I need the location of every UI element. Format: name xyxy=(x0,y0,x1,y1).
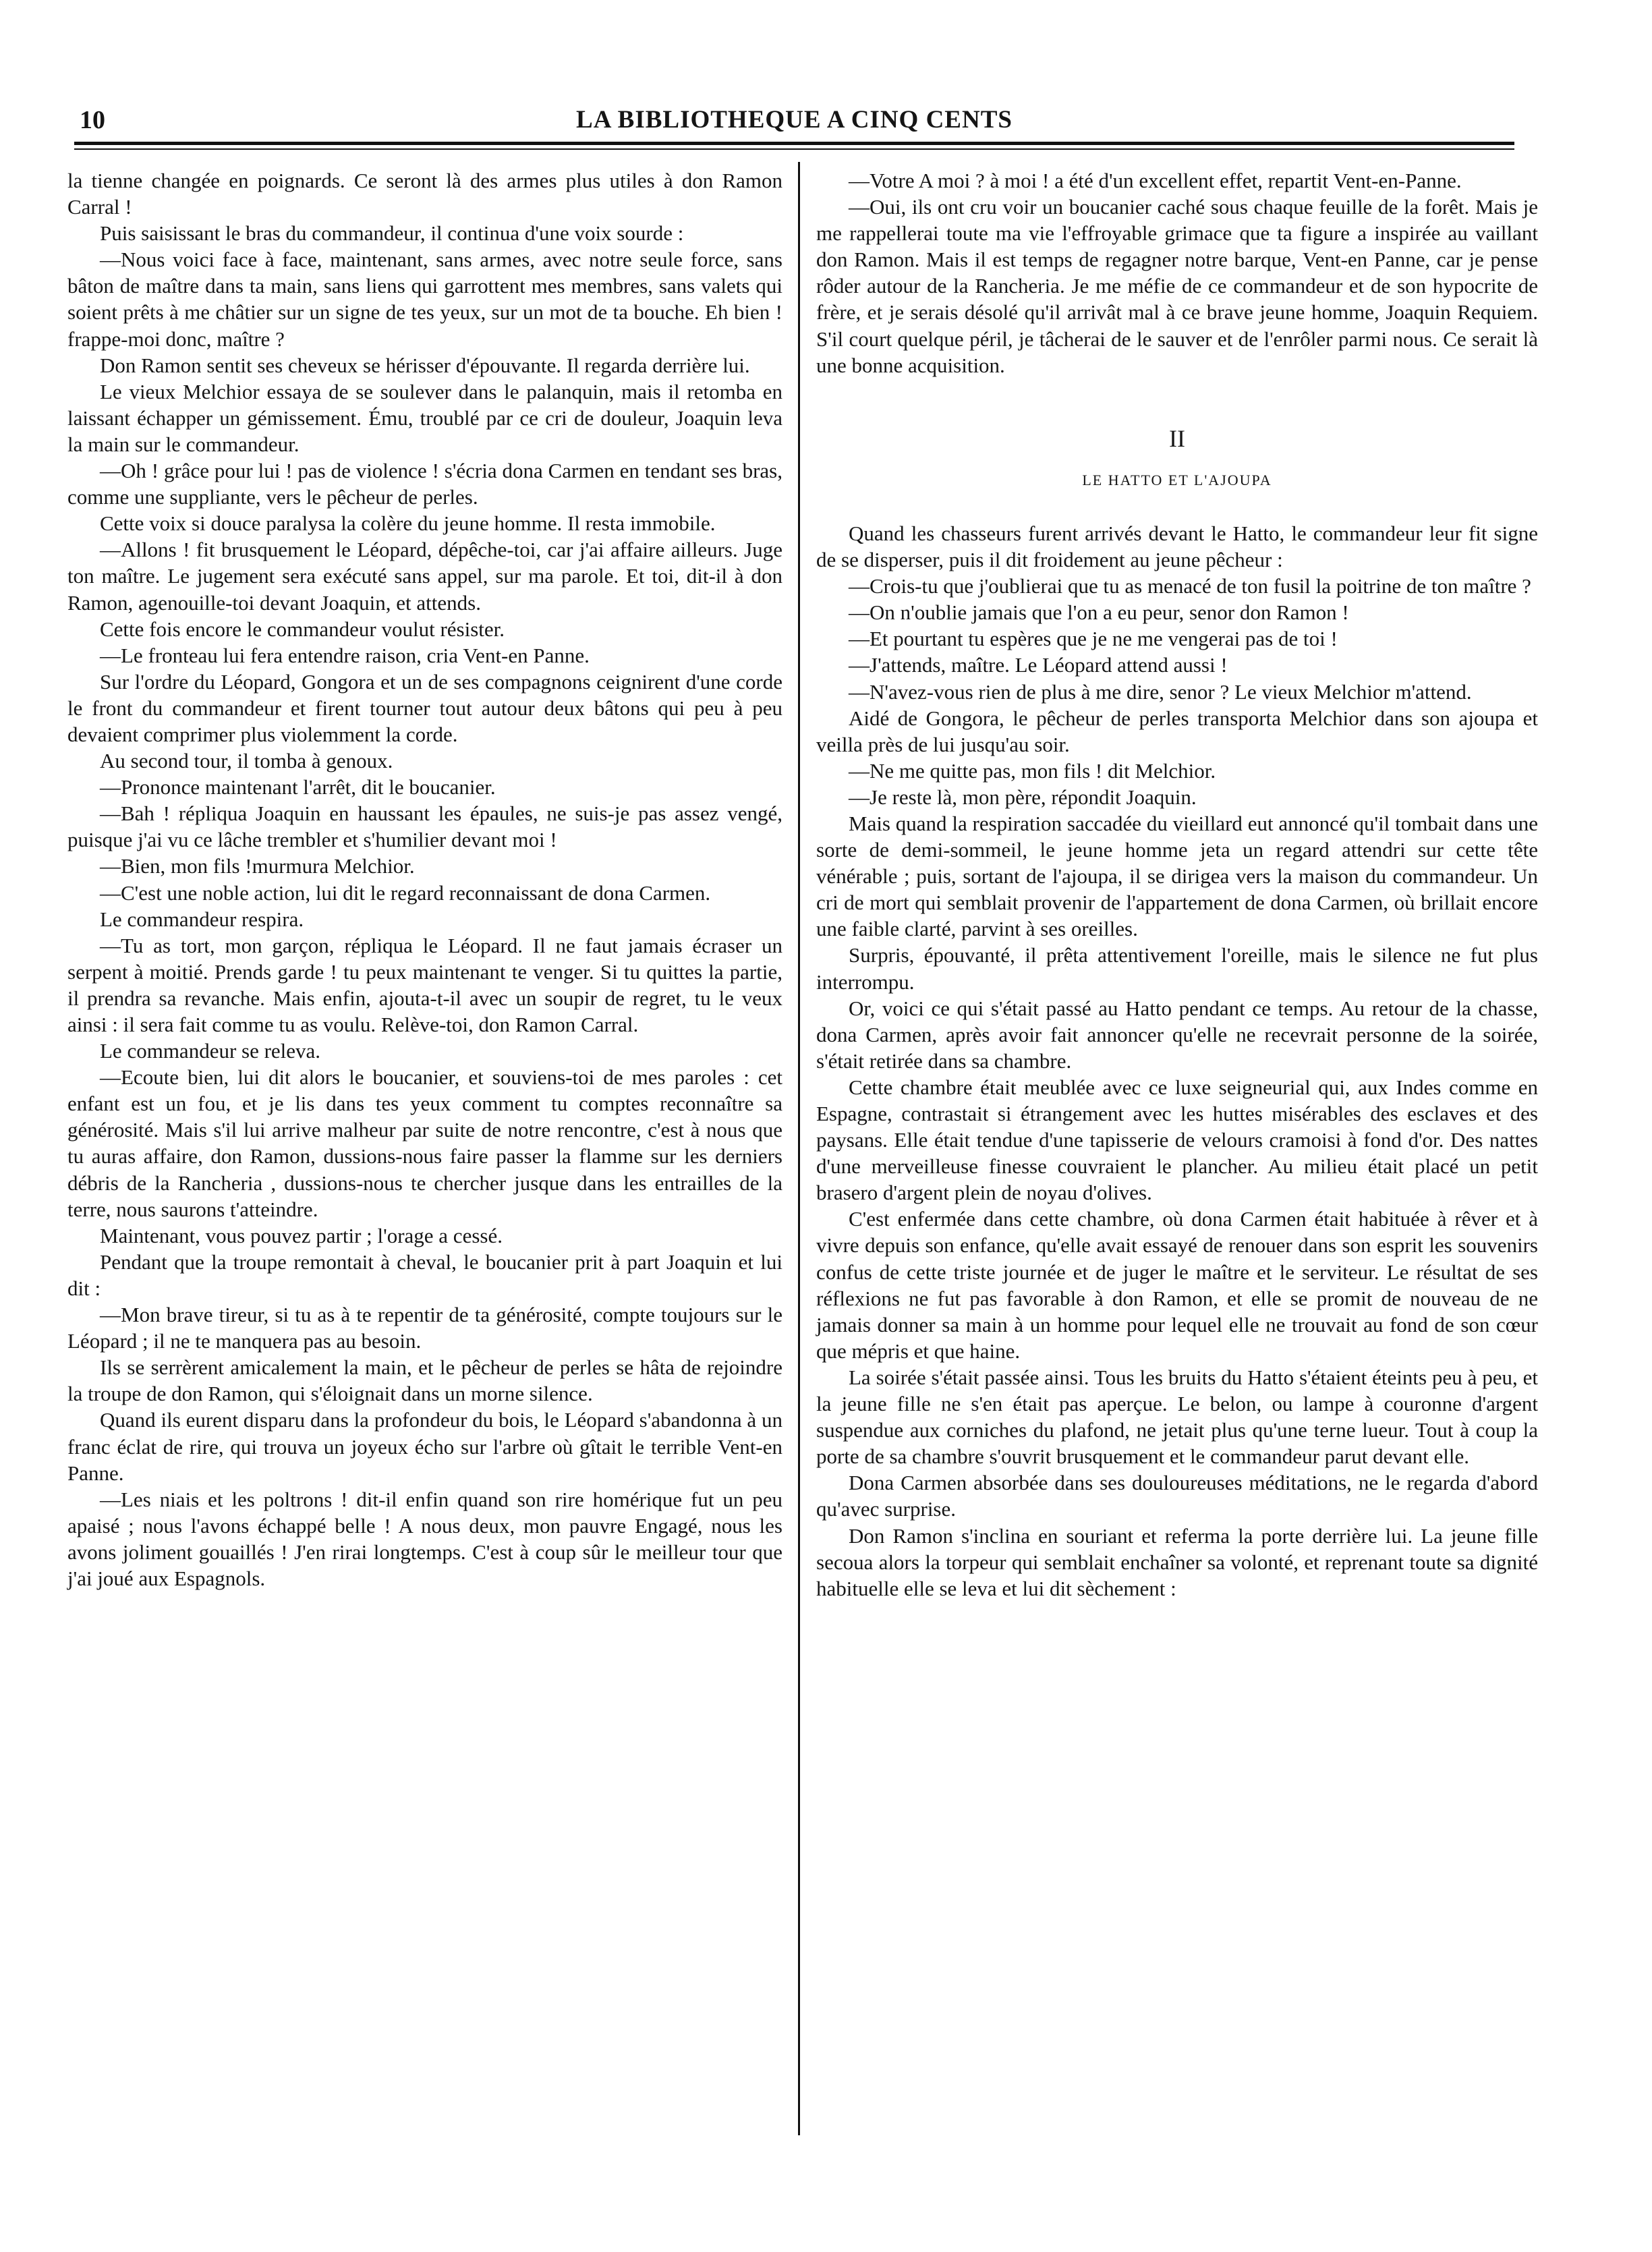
paragraph: Mais quand la respiration saccadée du vieillard eut annoncé qu'il tombait dans une sorte de demi-sommeil, le jeune homme jeta un regard attendri sur cette tête vénérable ; puis, sortant de l'ajoupa, il se dirigea vers la maison du commandeur. Un cri de mort qui semblait provenir de l'appartement de dona Carmen, où brillait encore une faible clarté, parvint à ses oreilles. xyxy=(816,811,1538,941)
paragraph: —Votre A moi ? à moi ! a été d'un excellent effet, repartit Vent-en-Panne. xyxy=(849,169,1462,192)
paragraph: —Mon brave tireur, si tu as à te repentir de ta générosité, compte toujours sur le Léopard ; il ne te manquera pas au besoin. xyxy=(67,1303,782,1353)
right-column xyxy=(816,167,1538,1602)
paragraph: —Je reste là, mon père, répondit Joaquin. xyxy=(849,785,1197,809)
header-rule-thick xyxy=(74,142,1514,145)
paragraph: —N'avez-vous rien de plus à me dire, senor ? Le vieux Melchior m'attend. xyxy=(849,679,1472,704)
paragraph: —Tu as tort, mon garçon, répliqua le Léopard. Il ne faut jamais écraser un serpent à moitié. Prends garde ! tu peux maintenant te venger. Si tu quittes la partie, il prendra sa revanche. Mais enfin, ajouta-t-il avec un soupir de regret, tu le veux ainsi : il sera fait comme tu as voulu. Relève-toi, don Ramon Carral. xyxy=(67,933,782,1036)
paragraph: Cette fois encore le commandeur voulut résister. xyxy=(100,617,505,641)
paragraph: —Et pourtant tu espères que je ne me vengerai pas de toi ! xyxy=(849,627,1338,651)
paragraph: Le vieux Melchior essaya de se soulever dans le palanquin, mais il retomba en laissant échapper un gémissement. Ému, troublé par ce cri de douleur, Joaquin leva la main sur le commandeur. xyxy=(67,379,782,456)
paragraph: Ils se serrèrent amicalement la main, et le pêcheur de perles se hâta de rejoindre la troupe de don Ramon, qui s'éloignait dans un morne silence. xyxy=(67,1355,782,1406)
paragraph: Le commandeur respira. xyxy=(100,907,304,931)
paragraph: Sur l'ordre du Léopard, Gongora et un de ses compagnons ceignirent d'une corde le front du commandeur et firent tourner tout autour deux bâtons qui peu à peu devaient comprimer plus violemment la corde. xyxy=(67,669,782,746)
header-rule-thin xyxy=(74,148,1514,150)
paragraph: Cette voix si douce paralysa la colère du jeune homme. Il resta immobile. xyxy=(100,511,716,536)
paragraph: Au second tour, il tomba à genoux. xyxy=(100,749,393,773)
paragraph: Don Ramon sentit ses cheveux se hérisser d'épouvante. Il regarda derrière lui. xyxy=(100,353,750,377)
paragraph: Surpris, épouvanté, il prêta attentivement l'oreille, mais le silence ne fut plus interrompu. xyxy=(816,943,1538,994)
paragraph: Pendant que la troupe remontait à cheval, le boucanier prit à part Joaquin et lui dit : xyxy=(67,1249,782,1300)
paragraph: Quand les chasseurs furent arrivés devant le Hatto, le commandeur leur fit signe de se disperser, puis il dit froidement au jeune pêcheur : xyxy=(816,521,1538,572)
paragraph: —On n'oublie jamais que l'on a eu peur, senor don Ramon ! xyxy=(849,600,1349,625)
page-header xyxy=(74,101,1514,139)
paragraph: Maintenant, vous pouvez partir ; l'orage a cessé. xyxy=(100,1223,503,1247)
paragraph: la tienne changée en poignards. Ce seront là des armes plus utiles à don Ramon Carral ! xyxy=(67,169,782,219)
paragraph: —Oui, ils ont cru voir un boucanier caché sous chaque feuille de la forêt. Mais je me rappellerai toute ma vie l'effroyable grimace que ta figure a inspirée au vaillant don Ramon. Mais il est temps de regagner notre barque, Vent-en Panne, car je pense rôder autour de la Rancheria. Je me méfie de ce commandeur et de son hypocrite de frère, et je serais désolé qu'il arrivât mal à ce brave jeune homme, Joaquin Requiem. S'il court quelque péril, je tâcherai de le sauver et de l'enrôler parmi nous. Ce serait là une bonne acquisition. xyxy=(816,195,1538,377)
running-title: LA BIBLIOTHEQUE A CINQ CENTS xyxy=(576,106,1013,134)
column-divider xyxy=(798,162,800,2135)
paragraph: Puis saisissant le bras du commandeur, il continua d'une voix sourde : xyxy=(100,221,684,246)
paragraph: Don Ramon s'inclina en souriant et referma la porte derrière lui. La jeune fille secoua alors la torpeur qui semblait enchaîner sa volonté, et reprenant toute sa dignité habituelle elle se leva et lui dit sèchement : xyxy=(816,1523,1538,1600)
paragraph: —Le fronteau lui fera entendre raison, cria Vent-en Panne. xyxy=(100,643,590,667)
paragraph: Cette chambre était meublée avec ce luxe seigneurial qui, aux Indes comme en Espagne, contrastait si étrangement avec les huttes misérables des esclaves et des paysans. Elle était tendue d'une tapisserie de velours cramoisi à fond d'or. Des nattes d'une merveilleuse finesse couvraient le plancher. Au milieu était placé un petit brasero d'argent plein de noyau d'olives. xyxy=(816,1075,1538,1205)
paragraph: Or, voici ce qui s'était passé au Hatto pendant ce temps. Au retour de la chasse, dona Carmen, après avoir fait annoncer qu'elle ne recevrait personne de la soirée, s'était retirée dans sa chambre. xyxy=(816,996,1538,1073)
paragraph: —Bah ! répliqua Joaquin en haussant les épaules, ne suis-je pas assez vengé, puisque j'ai vu ce lâche trembler et s'humilier devant moi ! xyxy=(67,801,782,852)
chapter-number: II xyxy=(1169,424,1185,452)
paragraph: Dona Carmen absorbée dans ses douloureuses méditations, ne le regarda d'abord qu'avec surprise. xyxy=(816,1471,1538,1521)
right-column-text-after xyxy=(816,520,1538,1602)
paragraph: —Les niais et les poltrons ! dit-il enfin quand son rire homérique fut un peu apaisé ; nous l'avons échappé belle ! A nous deux, mon pauvre Engagé, nous les avons joliment gouaillés ! J'en rirai longtemps. C'est à coup sûr le meilleur tour que j'ai joué aux Espagnols. xyxy=(67,1487,782,1590)
paragraph: —Nous voici face à face, maintenant, sans armes, avec notre seule force, sans bâton de maître dans ta main, sans liens qui garrottent mes membres, sans valets qui soient prêts à me châtier sur un signe de tes yeux, sur un mot de ta bouche. Eh bien ! frappe-moi donc, maître ? xyxy=(67,248,782,351)
paragraph: —Allons ! fit brusquement le Léopard, dépêche-toi, car j'ai affaire ailleurs. Juge ton maître. Le jugement sera exécuté sans appel, sur ma parole. Et toi, dit-il à don Ramon, agenouille-toi devant Joaquin, et attends. xyxy=(67,538,782,615)
chapter-title: LE HATTO ET L'AJOUPA xyxy=(1082,471,1272,488)
paragraph: —Oh ! grâce pour lui ! pas de violence ! s'écria dona Carmen en tendant ses bras, comme une suppliante, vers le pêcheur de perles. xyxy=(67,459,782,509)
paragraph: La soirée s'était passée ainsi. Tous les bruits du Hatto s'étaient éteints peu à peu, et la jeune fille ne s'en était pas aperçue. Le belon, ou lampe à couronne d'argent suspendue aux corniches du plafond, ne jetait plus qu'une terne lueur. Tout à coup la porte de sa chambre s'ouvrit brusquement et le commandeur parut devant elle. xyxy=(816,1365,1538,1469)
paragraph: —J'attends, maître. Le Léopard attend aussi ! xyxy=(849,653,1228,677)
paragraph: —C'est une noble action, lui dit le regard reconnaissant de dona Carmen. xyxy=(100,880,711,905)
right-column-text-before xyxy=(816,167,1538,378)
left-column xyxy=(67,167,782,1592)
paragraph: Le commandeur se releva. xyxy=(100,1039,321,1063)
paragraph: —Bien, mon fils !murmura Melchior. xyxy=(100,854,415,878)
paragraph: —Ecoute bien, lui dit alors le boucanier, et souviens-toi de mes paroles : cet enfant est un fou, et je lis dans tes yeux comment tu comptes reconnaître sa générosité. Mais s'il lui arrive malheur par suite de notre rencontre, c'est à nous que tu auras affaire, don Ramon, dussions-nous faire passer la flamme sur les derniers débris de la Rancheria , dussions-nous te chercher jusque dans les entrailles de la terre, nous saurons t'atteindre. xyxy=(67,1065,782,1221)
paragraph: —Crois-tu que j'oublierai que tu as menacé de ton fusil la poitrine de ton maître ? xyxy=(849,574,1531,598)
paragraph: —Prononce maintenant l'arrêt, dit le boucanier. xyxy=(100,775,496,799)
paragraph: —Ne me quitte pas, mon fils ! dit Melchior. xyxy=(849,758,1216,783)
paragraph: Quand ils eurent disparu dans la profondeur du bois, le Léopard s'abandonna à un franc éclat de rire, qui trouva un joyeux écho sur l'arbre où gîtait le terrible Vent-en Panne. xyxy=(67,1408,782,1485)
page-number: 10 xyxy=(80,106,105,134)
paragraph: C'est enfermée dans cette chambre, où dona Carmen était habituée à rêver et à vivre depuis son enfance, qu'elle avait essayé de renouer dans son esprit les souvenirs confus de cette triste journée et de juger le maître et le serviteur. Le résultat de ses réflexions ne fut pas favorable à don Ramon, et elle se promit de nouveau de ne jamais donner sa main à un homme pour lequel elle ne trouvait au fond de son cœur que mépris et que haine. xyxy=(816,1207,1538,1363)
paragraph: Aidé de Gongora, le pêcheur de perles transporta Melchior dans son ajoupa et veilla près de lui jusqu'au soir. xyxy=(816,706,1538,756)
